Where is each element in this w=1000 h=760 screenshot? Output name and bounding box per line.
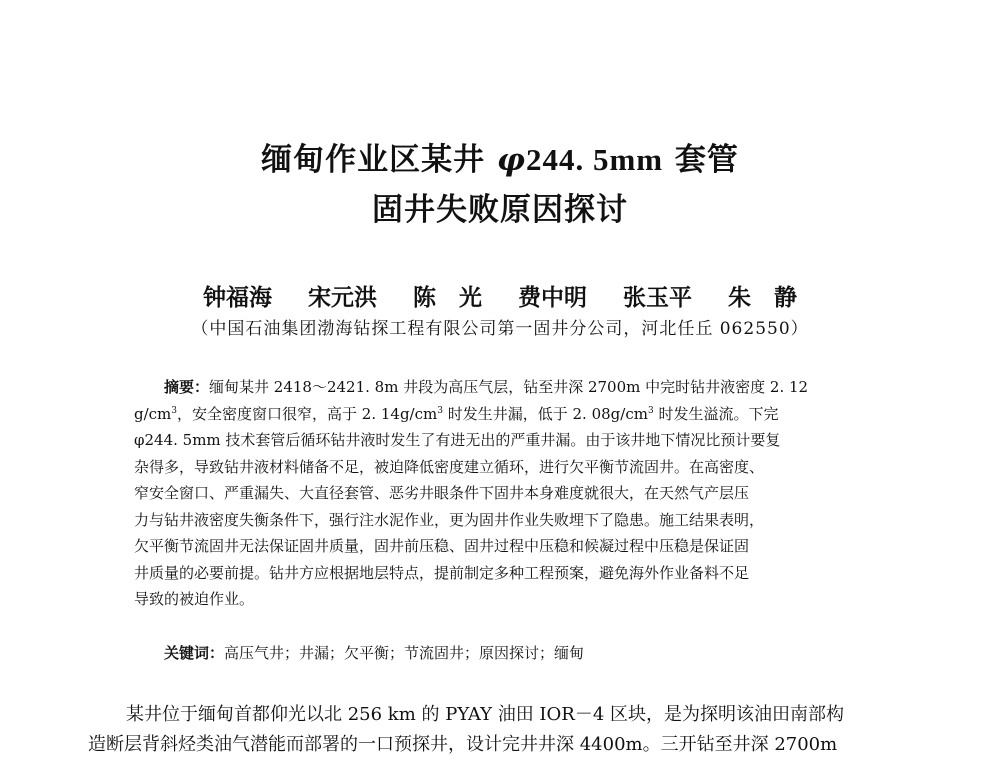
author-name: 费中明	[518, 284, 587, 311]
keywords-text: 高压气井；井漏；欠平衡；节流固井；原因探讨；缅甸	[224, 644, 585, 662]
author-name: 宋元洪	[307, 284, 377, 311]
author-name: 陈 光	[412, 284, 482, 311]
keywords	[164, 640, 584, 666]
body-line: 某井位于缅甸首都仰光以北 256 km 的 PYAY 油田 IOR－4 区块，是为探明该油田南部构	[126, 704, 845, 725]
abstract-text: 时发生溢流。下完	[653, 404, 779, 423]
abstract-text: ，安全密度窗口很窄，高于 2. 14g/cm	[177, 404, 438, 423]
paper-title-line-2: 固井失败原因探讨	[372, 192, 628, 228]
abstract-line	[134, 401, 862, 428]
superscript: 3	[171, 405, 178, 416]
abstract-text: g/cm	[134, 404, 172, 423]
author-name: 钟福海	[202, 284, 272, 311]
title-text-1: 缅甸作业区某井	[261, 142, 497, 178]
title-text-2: 套管	[663, 142, 739, 178]
body-text	[88, 700, 908, 760]
title-diameter: 244. 5mm	[525, 142, 664, 177]
superscript: 3	[647, 405, 654, 416]
author-list	[0, 283, 1000, 313]
author-name: 朱 静	[728, 284, 798, 311]
superscript: 3	[437, 405, 443, 416]
title-phi-symbol: φ	[496, 142, 526, 178]
abstract-line	[134, 374, 862, 401]
abstract-text: 缅甸某井 2418～2421. 8m 井段为高压气层，钻至井深 2700m 中完时钻井液密度 2. 12	[209, 378, 809, 396]
abstract-line: 欠平衡节流固井无法保证固井质量，固井前压稳、固井过程中压稳和候凝过程中压稳是保证固	[134, 537, 750, 555]
abstract-line: 杂得多，导致钻井液材料储备不足，被迫降低密度建立循环，进行欠平衡节流固井。在高密度、	[134, 457, 765, 476]
abstract-text: 时发生井漏，低于 2. 08g/cm	[442, 404, 648, 423]
affiliation: （中国石油集团渤海钻探工程有限公司第一固井分公司，河北任丘 062550）	[191, 319, 809, 339]
abstract	[134, 374, 862, 613]
abstract-line: 力与钻井液密度失衡条件下，强行注水泥作业，更为固井作业失败埋下了隐患。施工结果表明，	[134, 510, 765, 529]
abstract-line: 井质量的必要前提。钻井方应根据地层特点，提前制定多种工程预案，避免海外作业备料不足	[134, 563, 750, 582]
abstract-line: 导致的被迫作业。	[134, 590, 255, 608]
paper-title-line-1	[0, 140, 1000, 180]
body-line: 造断层背斜烃类油气潜能而部署的一口预探井，设计完井井深 4400m。三开钻至井深 2700m	[88, 734, 838, 755]
keywords-label: 关键词：	[164, 644, 225, 662]
abstract-line: φ244. 5mm 技术套管后循环钻井液时发生了有进无出的严重井漏。由于该井地下情况比预计要复	[134, 431, 781, 449]
abstract-label: 摘要：	[164, 378, 210, 396]
abstract-line: 窄安全窗口、严重漏失、大直径套管、恶劣井眼条件下固井本身难度就很大，在天然气产层压	[134, 484, 750, 502]
author-name: 张玉平	[623, 284, 693, 311]
